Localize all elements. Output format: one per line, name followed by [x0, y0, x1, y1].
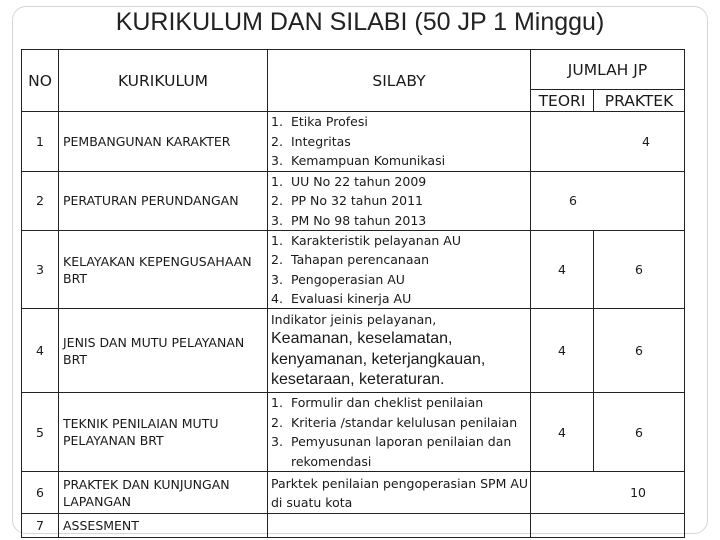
curriculum-table: [21, 49, 685, 538]
teori-cell: 4: [531, 393, 594, 472]
table-row: [22, 393, 685, 472]
kurikulum-cell: ASSESMENT: [59, 514, 268, 538]
jp-merged-cell: 4: [531, 112, 685, 172]
kurikulum-cell: KELAYAKAN KEPENGUSAHAAN BRT: [59, 231, 268, 309]
row-number: 6: [22, 472, 59, 514]
silabi-indicators: Keamanan, keselamatan, kenyamanan, keterjangkauan, kesetaraan, keteraturan.: [271, 330, 486, 389]
silabi-cell: [268, 393, 531, 472]
row-number: 2: [22, 171, 59, 231]
silabi-item: 3. Pemyusunan laporan penilaian dan rekomendasi: [271, 434, 512, 469]
silabi-item: 2. Kriteria /standar kelulusan penilaian: [271, 414, 518, 430]
teori-cell: 4: [531, 309, 594, 393]
header-praktek: PRAKTEK: [594, 90, 685, 112]
silabi-item: 1. UU No 22 tahun 2009: [271, 173, 427, 189]
silabi-item: 3. PM No 98 tahun 2013: [271, 212, 427, 228]
kurikulum-cell: PRAKTEK DAN KUNJUNGAN LAPANGAN: [59, 472, 268, 514]
silabi-item: 1. Etika Profesi: [271, 114, 368, 129]
silabi-cell: [268, 112, 531, 172]
praktek-cell: 6: [594, 393, 685, 472]
silabi-item: 2. PP No 32 tahun 2011: [271, 193, 424, 208]
silabi-item: 3. Pengoperasian AU: [271, 271, 405, 287]
jp-merged-cell: [531, 514, 685, 538]
header-jumlah-jp: JUMLAH JP: [531, 50, 685, 90]
silabi-item: 1. Karakteristik pelayanan AU: [271, 233, 461, 248]
teori-cell: 4: [531, 231, 594, 309]
table-row: [22, 231, 685, 309]
header-silaby: SILABY: [268, 50, 531, 112]
row-number: 5: [22, 393, 59, 472]
silabi-cell: [268, 514, 531, 538]
header-no: NO: [22, 50, 59, 112]
jp-merged-cell: 6: [531, 171, 685, 231]
kurikulum-cell: PERATURAN PERUNDANGAN: [59, 171, 268, 231]
silabi-cell: [268, 171, 531, 231]
praktek-cell: 6: [594, 309, 685, 393]
silabi-item: 2. Tahapan perencanaan: [271, 252, 430, 268]
silabi-cell: Parktek penilaian pengoperasian SPM AU di suatu kota: [268, 472, 531, 514]
silabi-cell: [268, 231, 531, 309]
row-number: 1: [22, 112, 59, 172]
table-row: [22, 112, 685, 172]
silabi-item: 3. Kemampuan Komunikasi: [271, 153, 446, 168]
row-number: 3: [22, 231, 59, 309]
header-row: [22, 50, 685, 90]
row-number: 4: [22, 309, 59, 393]
kurikulum-cell: JENIS DAN MUTU PELAYANAN BRT: [59, 309, 268, 393]
table-row: [22, 171, 685, 231]
silabi-item: 2. Integritas: [271, 133, 351, 149]
jp-merged-cell: 10: [531, 472, 685, 514]
praktek-cell: 6: [594, 231, 685, 309]
kurikulum-cell: TEKNIK PENILAIAN MUTU PELAYANAN BRT: [59, 393, 268, 472]
kurikulum-cell: PEMBANGUNAN KARAKTER: [59, 112, 268, 172]
silabi-item: 4. Evaluasi kinerja AU: [271, 290, 412, 306]
table-row: [22, 472, 685, 514]
header-teori: TEORI: [531, 90, 594, 112]
row-number: 7: [22, 514, 59, 538]
silabi-cell: [268, 309, 531, 393]
table-row: [22, 309, 685, 393]
silabi-item: 1. Formulir dan cheklist penilaian: [271, 395, 484, 411]
header-kurikulum: KURIKULUM: [59, 50, 268, 112]
table-row: [22, 514, 685, 538]
page-title: KURIKULUM DAN SILABI (50 JP 1 Minggu): [115, 8, 605, 36]
silabi-intro: Indikator jeinis pelayanan,: [271, 312, 437, 328]
